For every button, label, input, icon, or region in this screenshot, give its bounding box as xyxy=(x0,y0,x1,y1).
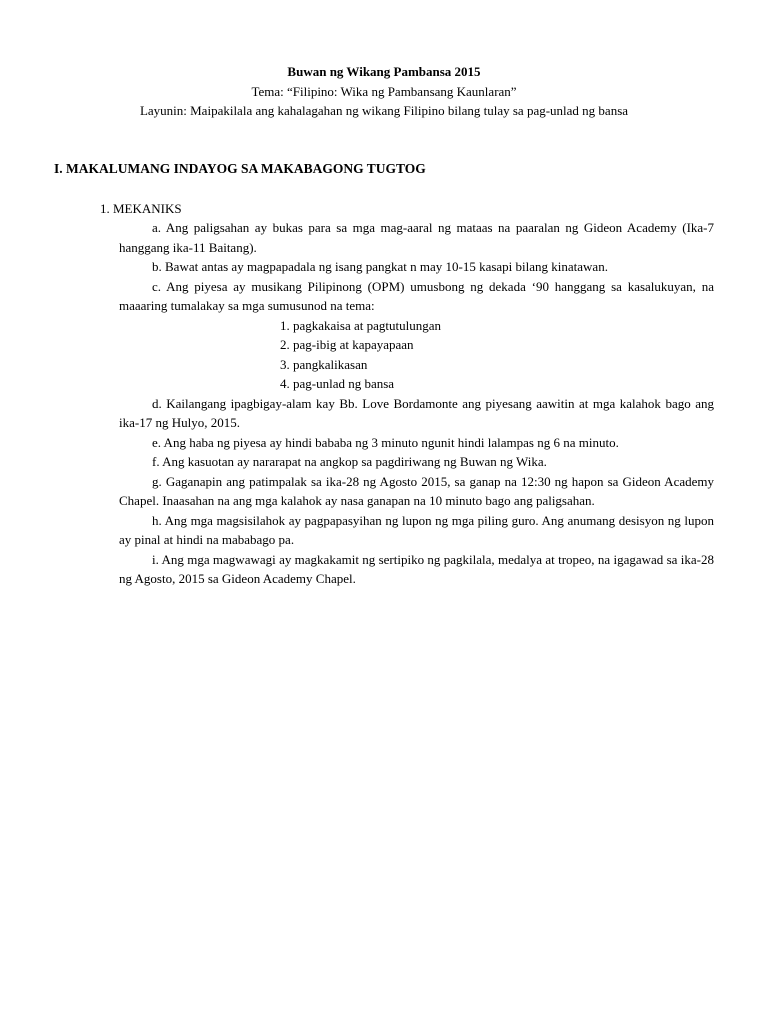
mekaniks-item-f: f. Ang kasuotan ay nararapat na angkop sa pagdiriwang ng Buwan ng Wika. xyxy=(152,454,547,469)
tema-line: Tema: “Filipino: Wika ng Pambansang Kaunlaran” xyxy=(251,83,517,99)
mekaniks-item-c: c. Ang piyesa ay musikang Pilipinong (OPM) umusbong ng dekada ‘90 hanggang sa kasalukuyan, na maaaring tumalakay sa mga sumusunod na tema: xyxy=(119,278,714,313)
mekaniks-item-a: a. Ang paligsahan ay bukas para sa mga mag-aaral ng mataas na paaralan ng Gideon Academy (Ika-7 hanggang ika-11 Baitang). xyxy=(119,220,714,255)
mekaniks-item-h: h. Ang mga magsisilahok ay pagpapasyihan ng lupon ng mga piling guro. Ang anumang desisyon ng lupon ay pinal at hindi na mababago pa. xyxy=(119,512,714,547)
mekaniks-item-e: e. Ang haba ng piyesa ay hindi bababa ng 3 minuto ngunit hindi lalampas ng 6 na minuto. xyxy=(152,434,619,450)
section-heading: I. MAKALUMANG INDAYOG SA MAKABAGONG TUGTOG xyxy=(54,161,426,176)
theme-item: 4. pag-unlad ng bansa xyxy=(280,376,395,391)
theme-list xyxy=(119,316,714,394)
mekaniks-heading: 1. MEKANIKS xyxy=(100,201,182,216)
theme-item: 1. pagkakaisa at pagtutulungan xyxy=(280,317,442,333)
theme-item: 2. pag-ibig at kapayapaan xyxy=(280,337,414,352)
mekaniks-item-g: g. Gaganapin ang patimpalak sa ika-28 ng Agosto 2015, sa ganap na 12:30 ng hapon sa Gideon Academy Chapel. Inaasahan na ang mga kalahok ay nasa ganapan na 10 minuto bago ang paligsahan. xyxy=(119,473,714,508)
mekaniks-item-d: d. Kailangang ipagbigay-alam kay Bb. Love Bordamonte ang piyesang aawitin at mga kalahok bago ang ika-17 ng Hulyo, 2015. xyxy=(119,395,714,430)
mekaniks-item-i: i. Ang mga magwawagi ay magkakamit ng sertipiko ng pagkilala, medalya at tropeo, na igagawad sa ika-28 ng Agosto, 2015 sa Gideon Academy Chapel. xyxy=(119,551,714,586)
layunin-line: Layunin: Maipakilala ang kahalagahan ng wikang Filipino bilang tulay sa pag-unlad ng bansa xyxy=(139,103,629,118)
mekaniks-item-b: b. Bawat antas ay magpapadala ng isang pangkat n may 10-15 kasapi bilang kinatawan. xyxy=(152,259,608,274)
document-title: Buwan ng Wikang Pambansa 2015 xyxy=(287,64,481,79)
theme-item: 3. pangkalikasan xyxy=(280,356,368,372)
mekaniks-list xyxy=(119,218,714,589)
document-header xyxy=(0,62,768,121)
